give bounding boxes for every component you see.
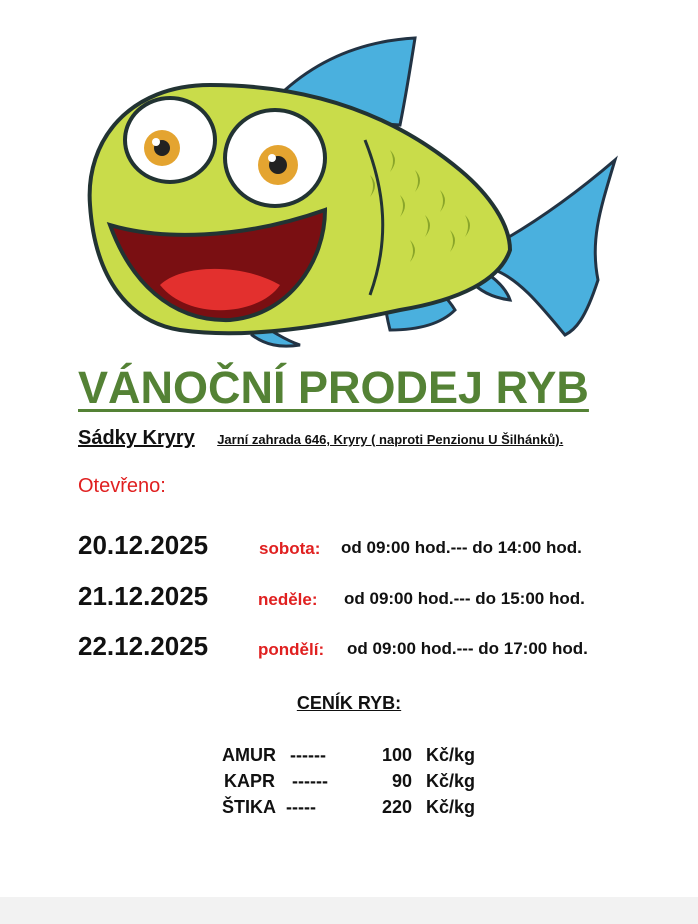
- fish-tail: [495, 160, 615, 335]
- fish-price: 220: [382, 797, 413, 817]
- schedule-day: neděle:: [258, 590, 318, 609]
- schedule-date: 22.12.2025: [78, 631, 209, 661]
- price-dash: ------: [290, 745, 326, 765]
- place-address: Jarní zahrada 646, Kryry ( naproti Penzionu U Šilhánků).: [217, 432, 564, 447]
- schedule-day: sobota:: [259, 539, 321, 558]
- fish-name: KAPR: [224, 771, 276, 791]
- price-unit: Kč/kg: [426, 771, 476, 791]
- schedule-date: 20.12.2025: [78, 530, 209, 560]
- schedule-day: pondělí:: [258, 640, 325, 659]
- place-name: Sádky Kryry: [78, 427, 195, 449]
- price-dash: -----: [286, 797, 316, 817]
- price-unit: Kč/kg: [426, 745, 476, 765]
- fish-price: 90: [392, 771, 413, 791]
- location-line: [78, 427, 563, 450]
- schedule-hours: od 09:00 hod.--- do 15:00 hod.: [344, 589, 585, 608]
- price-unit: Kč/kg: [426, 797, 476, 817]
- page-bottom-margin: [0, 897, 698, 924]
- fish-name: ŠTIKA: [222, 797, 276, 817]
- fish-illustration: [70, 30, 630, 350]
- schedule-hours: od 09:00 hod.--- do 17:00 hod.: [347, 639, 588, 658]
- price-list-title: CENÍK RYB:: [296, 693, 402, 713]
- fish-price: 100: [382, 745, 413, 765]
- poster-title: VÁNOČNÍ PRODEJ RYB: [78, 362, 589, 413]
- open-label: Otevřeno:: [78, 475, 166, 497]
- price-dash: ------: [292, 771, 328, 791]
- schedule-hours: od 09:00 hod.--- do 14:00 hod.: [341, 538, 582, 557]
- fish-name: AMUR: [222, 745, 276, 765]
- schedule-date: 21.12.2025: [78, 581, 209, 611]
